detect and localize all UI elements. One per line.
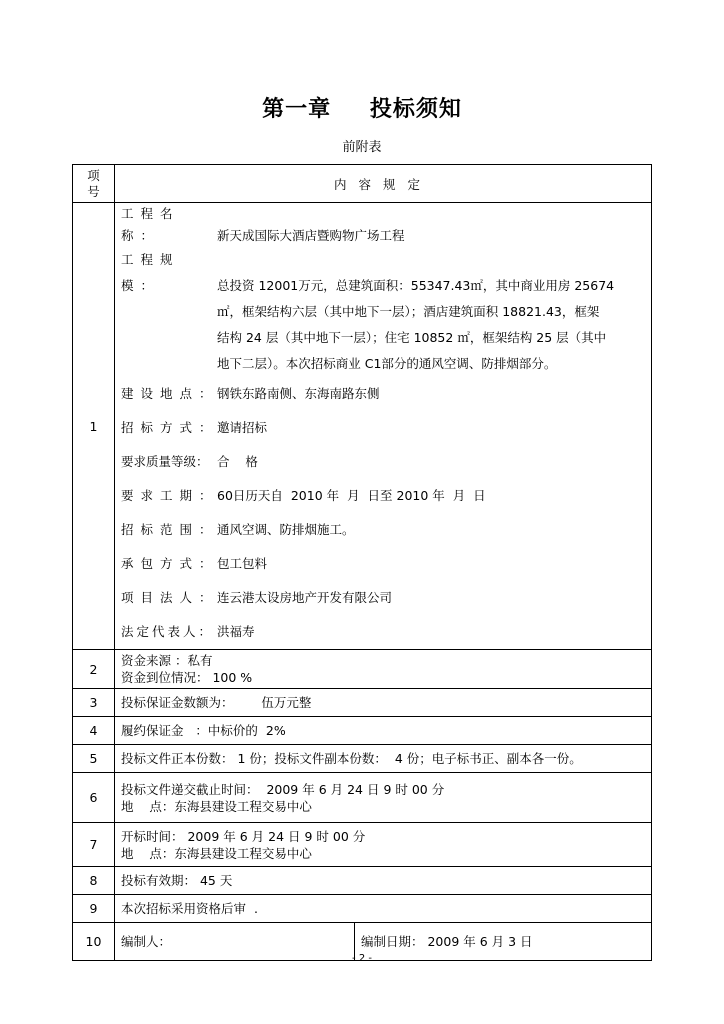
- row-number: 6: [73, 773, 115, 823]
- row-number: 7: [73, 823, 115, 867]
- table-row-5: [73, 745, 652, 773]
- row-number: 10: [73, 923, 115, 961]
- project-name: 工程名称： 新天成国际大酒店暨购物广场工程: [121, 203, 645, 247]
- project-scale: 工程规模： 总投资 12001万元，总建筑面积：55347.43㎡，其中商业用房 25674 ㎡，框架结构六层（其中地下一层）；酒店建筑面积 18821.43，框架 结构 24 层（其中地下一层）；住宅 10852 ㎡，框架结构 25 层（其中 地下二层）。本次招标商业 C1部分的通风空调、防排烟部分。: [121, 247, 645, 377]
- table-row-1: [73, 203, 652, 650]
- bid-copies: 投标文件正本份数： 1 份；投标文件副本份数： 4 份；电子标书正、副本各一份。: [115, 745, 652, 773]
- prepared-by: 编制人：: [115, 923, 355, 961]
- qualification-review: 本次招标采用资格后审 .: [115, 895, 652, 923]
- table-row-2: [73, 650, 652, 689]
- required-period: 要求工期：60日历天自 2010 年 月 日至 2010 年 月 日: [121, 488, 486, 503]
- table-row-8: [73, 867, 652, 895]
- chapter-title: 第一章 投标须知: [262, 97, 462, 122]
- row-number: 8: [73, 867, 115, 895]
- performance-bond: 履约保证金 ：中标价的 2%: [115, 717, 652, 745]
- label: 工程规模：: [121, 252, 180, 293]
- legal-representative: 法定代表人： 洪福寿: [121, 624, 255, 639]
- label: 工程名称：: [121, 206, 180, 243]
- contract-method: 承包方式：包工包料: [121, 556, 268, 571]
- project-details: [115, 203, 652, 650]
- submission-deadline: 投标文件递交截止时间： 2009 年 6 月 24 日 9 时 00 分 地 点：东海县建设工程交易中心: [115, 773, 652, 823]
- table-row-4: [73, 717, 652, 745]
- table-row-9: [73, 895, 652, 923]
- front-table: [72, 164, 652, 961]
- project-legal-entity: 项目法人：连云港太设房地产开发有限公司: [121, 590, 393, 605]
- project-site: 建设地点：钢铁东路南侧、东海南路东侧: [121, 386, 380, 401]
- row-number: 5: [73, 745, 115, 773]
- row-number: 2: [73, 650, 115, 689]
- table-caption: 前附表: [342, 140, 382, 155]
- row-number: 3: [73, 689, 115, 717]
- table-row-3: [73, 689, 652, 717]
- quality-level: 要求质量等级： 合 格: [121, 454, 258, 469]
- header-content: 内容规定: [115, 165, 652, 203]
- tender-method: 招标方式：邀请招标: [121, 420, 268, 435]
- row-number: 9: [73, 895, 115, 923]
- header-item-number: 项号: [73, 165, 115, 203]
- table-row-7: [73, 823, 652, 867]
- tender-scope: 招标范围：通风空调、防排烟施工。: [121, 522, 355, 537]
- row-number: 4: [73, 717, 115, 745]
- row-number: 1: [73, 203, 115, 650]
- header-row: [73, 165, 652, 203]
- prepared-date: 编制日期： 2009 年 6 月 3 日: [355, 923, 652, 961]
- page-number: - 2 -: [352, 953, 372, 964]
- funding-info: 资金来源 ：私有 资金到位情况： 100 %: [115, 650, 652, 689]
- table-row-6: [73, 773, 652, 823]
- bid-bond: 投标保证金数额为： 伍万元整: [115, 689, 652, 717]
- bid-validity: 投标有效期： 45 天: [115, 867, 652, 895]
- bid-opening: 开标时间： 2009 年 6 月 24 日 9 时 00 分 地 点：东海县建设工程交易中心: [115, 823, 652, 867]
